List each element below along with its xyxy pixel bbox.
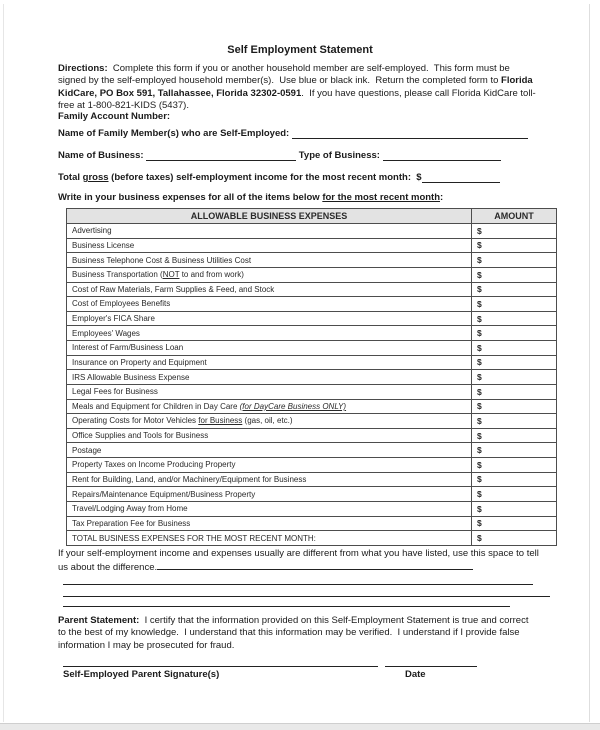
- expense-table-header-row: [67, 209, 557, 224]
- amount-cell[interactable]: $: [472, 267, 557, 282]
- expense-table: [66, 208, 557, 546]
- table-row: [67, 224, 557, 239]
- name-of-business-label: Name of Business:: [58, 150, 147, 161]
- page-edge-right: [589, 4, 590, 722]
- parent-statement-paragraph: [58, 615, 539, 652]
- expense-name-cell: [67, 311, 472, 326]
- page-title: Self Employment Statement: [227, 44, 373, 56]
- total-income-label-rest: (before taxes) self-employment income for the most recent month: $: [108, 172, 422, 183]
- table-row: [67, 370, 557, 385]
- expense-name-segment: Business Transportation (: [72, 270, 163, 280]
- section-divider-line: [63, 606, 510, 607]
- expense-name-cell: [67, 355, 472, 370]
- expense-name-segment: IRS Allowable Business Expense: [72, 372, 190, 382]
- table-row: [67, 326, 557, 341]
- page-edge-bottom: [0, 723, 600, 730]
- amount-cell[interactable]: $: [472, 414, 557, 429]
- expense-name-segment: to and from work): [179, 270, 244, 280]
- business-row: [58, 148, 538, 161]
- expenses-intro-row: [58, 192, 538, 203]
- amount-cell[interactable]: $: [472, 341, 557, 356]
- expense-name-cell: [67, 253, 472, 268]
- total-income-label-prefix: Total: [58, 172, 83, 183]
- expense-name-cell: [67, 472, 472, 487]
- expense-name-segment: Business License: [72, 240, 135, 250]
- amount-cell[interactable]: $: [472, 282, 557, 297]
- amount-cell[interactable]: $: [472, 443, 557, 458]
- date-input-line[interactable]: [385, 666, 477, 667]
- table-row: [67, 428, 557, 443]
- expense-name-segment: Rent for Building, Land, and/or Machinery/Equipment for Business: [72, 474, 307, 484]
- table-row: [67, 458, 557, 473]
- expense-name-cell: [67, 399, 472, 414]
- table-row: [67, 253, 557, 268]
- amount-cell[interactable]: $: [472, 326, 557, 341]
- family-member-label: Name of Family Member(s) who are Self-Employed:: [58, 128, 292, 139]
- amount-cell[interactable]: $: [472, 253, 557, 268]
- expense-name-segment: Employer's FICA Share: [72, 314, 155, 324]
- table-row: [67, 531, 557, 546]
- expense-name-cell: [67, 282, 472, 297]
- family-member-input-line[interactable]: [292, 126, 528, 139]
- difference-text: If your self-employment income and expenses usually are different from what you have listed, use this space to tell us about the difference.: [58, 548, 542, 574]
- expense-name-cell: [67, 384, 472, 399]
- amount-cell[interactable]: $: [472, 428, 557, 443]
- expense-name-segment: (gas, oil, etc.): [242, 416, 293, 426]
- expense-name-segment: Cost of Employees Benefits: [72, 299, 171, 309]
- expense-name-segment: Operating Costs for Motor Vehicles: [72, 416, 199, 426]
- table-row: [67, 487, 557, 502]
- amount-cell[interactable]: $: [472, 311, 557, 326]
- expenses-intro-underlined: for the most recent month: [322, 192, 441, 203]
- expense-name-cell: [67, 326, 472, 341]
- page-edge-left: [3, 4, 4, 722]
- expense-name-cell: [67, 428, 472, 443]
- expense-rows: [67, 224, 557, 546]
- amount-cell[interactable]: $: [472, 384, 557, 399]
- total-income-label-gross: gross: [82, 172, 109, 183]
- expense-name-segment: Cost of Raw Materials, Farm Supplies & Feed, and Stock: [72, 284, 275, 294]
- table-row: [67, 267, 557, 282]
- directions-label: Directions:: [58, 63, 108, 74]
- amount-cell[interactable]: $: [472, 458, 557, 473]
- difference-blank-line-1[interactable]: [63, 584, 533, 585]
- total-income-input-line[interactable]: [422, 170, 500, 183]
- expenses-intro-prefix: Write in your business expenses for all of the items below: [58, 192, 323, 203]
- amount-cell[interactable]: $: [472, 472, 557, 487]
- expense-name-segment: Advertising: [72, 226, 112, 236]
- expense-name-cell: [67, 531, 472, 546]
- expense-name-segment: Legal Fees for Business: [72, 387, 158, 397]
- table-row: [67, 282, 557, 297]
- expense-name-cell: [67, 224, 472, 239]
- table-row: [67, 355, 557, 370]
- expense-name-segment: Meals and Equipment for Children in Day Care: [72, 401, 240, 411]
- difference-paragraph: [58, 548, 542, 575]
- expense-name-cell: [67, 487, 472, 502]
- table-row: [67, 414, 557, 429]
- signature-input-line[interactable]: [63, 666, 378, 667]
- expense-name-cell: [67, 238, 472, 253]
- date-label: Date: [405, 669, 426, 680]
- family-account-number-label: Family Account Number:: [58, 111, 171, 122]
- expense-name-segment: Travel/Lodging Away from Home: [72, 504, 188, 514]
- expense-name-segment: Business Telephone Cost & Business Utilities Cost: [72, 255, 252, 265]
- expense-name-segment: Interest of Farm/Business Loan: [72, 343, 184, 353]
- family-member-row: [58, 126, 528, 139]
- name-of-business-input-line[interactable]: [146, 148, 296, 161]
- expense-name-segment: Repairs/Maintenance Equipment/Business Property: [72, 489, 256, 499]
- table-row: [67, 341, 557, 356]
- expense-name-cell: [67, 516, 472, 531]
- amount-cell[interactable]: $: [472, 370, 557, 385]
- expense-name-cell: [67, 501, 472, 516]
- expense-name-segment: TOTAL BUSINESS EXPENSES FOR THE MOST RECENT MONTH:: [72, 533, 316, 543]
- expense-name-cell: [67, 458, 472, 473]
- table-row: [67, 297, 557, 312]
- amount-column-header: AMOUNT: [472, 209, 557, 224]
- amount-cell[interactable]: $: [472, 501, 557, 516]
- expense-name-segment: NOT: [162, 270, 180, 280]
- expense-name-cell: [67, 341, 472, 356]
- directions-text-1: Complete this form if you or another household member are self-employed. This form must be signed by the self-employed household member(s). Use blue or black ink. Return the completed form to: [58, 63, 513, 87]
- total-income-row: [58, 170, 538, 183]
- table-row: [67, 384, 557, 399]
- difference-blank-line-2[interactable]: [63, 596, 550, 597]
- expense-name-segment: (for DayCare Business ONLY): [239, 401, 347, 411]
- expense-name-cell: [67, 297, 472, 312]
- directions-paragraph: [58, 63, 539, 112]
- expenses-intro-suffix: :: [440, 192, 444, 203]
- directions-address: Florida KidCare, PO Box 591, Tallahassee, Florida 32302-0591: [58, 75, 536, 99]
- expense-name-cell: [67, 370, 472, 385]
- amount-cell[interactable]: $: [472, 516, 557, 531]
- expense-name-cell: [67, 267, 472, 282]
- type-of-business-input-line[interactable]: [383, 148, 501, 161]
- table-row: [67, 311, 557, 326]
- expense-name-segment: Insurance on Property and Equipment: [72, 357, 207, 367]
- table-row: [67, 399, 557, 414]
- amount-cell[interactable]: $: [472, 531, 557, 546]
- expense-name-segment: Postage: [72, 445, 102, 455]
- amount-cell[interactable]: $: [472, 238, 557, 253]
- signature-label: Self-Employed Parent Signature(s): [63, 669, 220, 680]
- table-row: [67, 443, 557, 458]
- amount-cell[interactable]: $: [472, 399, 557, 414]
- expense-name-segment: Property Taxes on Income Producing Property: [72, 460, 236, 470]
- family-account-number-row: [58, 111, 538, 122]
- table-row: [67, 501, 557, 516]
- table-row: [67, 516, 557, 531]
- amount-cell[interactable]: $: [472, 355, 557, 370]
- amount-cell[interactable]: $: [472, 224, 557, 239]
- directions-text-2: . If you have questions, please call Florida KidCare toll-free at 1-800-821-KIDS (5437).: [58, 87, 536, 111]
- difference-input-line[interactable]: [157, 560, 473, 570]
- expense-name-segment: Employees' Wages: [72, 328, 140, 338]
- amount-cell[interactable]: $: [472, 487, 557, 502]
- parent-statement-label: Parent Statement:: [58, 615, 140, 626]
- parent-statement-text: I certify that the information provided on this Self-Employment Statement is true and correct to the best of my knowledge. I understand that this information may be verified. I understand if I provide false information I may be prosecuted for fraud.: [58, 615, 532, 651]
- expense-name-cell: [67, 414, 472, 429]
- expense-name-segment: for Business: [198, 416, 243, 426]
- table-row: [67, 238, 557, 253]
- amount-cell[interactable]: $: [472, 297, 557, 312]
- expenses-column-header: ALLOWABLE BUSINESS EXPENSES: [67, 209, 472, 224]
- expense-name-segment: Office Supplies and Tools for Business: [72, 431, 209, 441]
- expense-name-segment: Tax Preparation Fee for Business: [72, 518, 191, 528]
- type-of-business-label: Type of Business:: [296, 150, 383, 161]
- table-row: [67, 472, 557, 487]
- expense-name-cell: [67, 443, 472, 458]
